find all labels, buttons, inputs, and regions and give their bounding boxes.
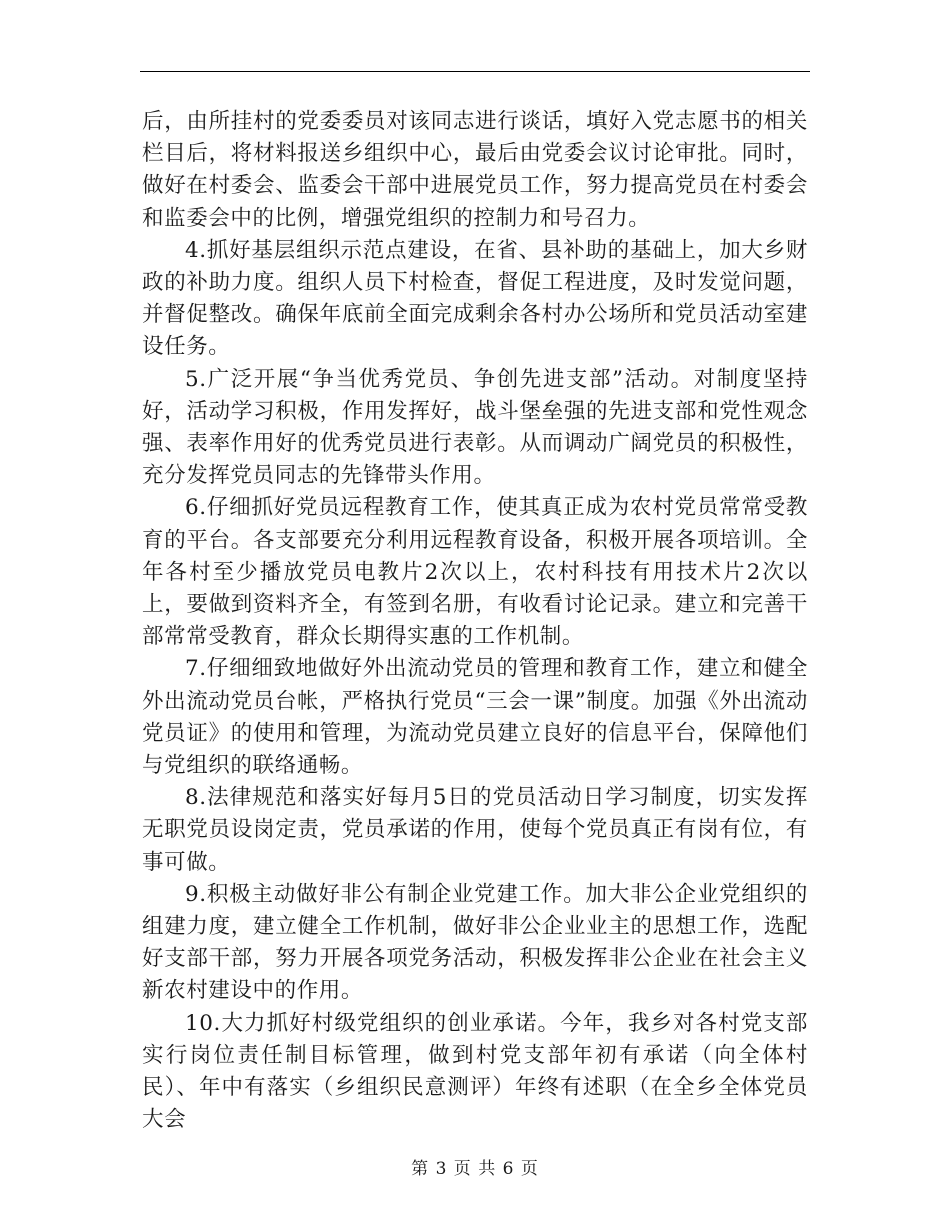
header-rule (140, 71, 810, 72)
paragraph-item-9: 9.积极主动做好非公有制企业党建工作。加大非公企业党组织的组建力度，建立健全工作机制，做好非公企业业主的思想工作，选配好支部干部，努力开展各项党务活动，积极发挥非公企业在社会主义新农村建设中的作用。 (142, 881, 808, 1004)
paragraph-item-5: 5.广泛开展“争当优秀党员、争创先进支部”活动。对制度坚持好，活动学习积极，作用发挥好，战斗堡垒强的先进支部和党性观念强、表率作用好的优秀党员进行表彰。从而调动广阔党员的积极性，充分发挥党员同志的先锋带头作用。 (142, 366, 808, 489)
page-number-footer: 第 3 页 共 6 页 (411, 1159, 539, 1179)
paragraph-item-7: 7.仔细细致地做好外出流动党员的管理和教育工作，建立和健全外出流动党员台帐，严格执行党员“三会一课”制度。加强《外出流动党员证》的使用和管理，为流动党员建立良好的信息平台，保障他们与党组织的联络通畅。 (142, 656, 808, 779)
paragraph-item-8: 8.法律规范和落实好每月5日的党员活动日学习制度，切实发挥无职党员设岗定责，党员承诺的作用，使每个党员真正有岗有位，有事可做。 (142, 785, 808, 875)
paragraph-item-10: 10.大力抓好村级党组织的创业承诺。今年，我乡对各村党支部实行岗位责任制目标管理，做到村党支部年初有承诺（向全体村民）、年中有落实（乡组织民意测评）年终有述职（在全乡全体党员大会 (142, 1010, 808, 1133)
paragraph-item-4: 4.抓好基层组织示范点建设，在省、县补助的基础上，加大乡财政的补助力度。组织人员下村检查，督促工程进度，及时发觉问题，并督促整改。确保年底前全面完成剩余各村办公场所和党员活动室建设任务。 (142, 237, 808, 360)
paragraph-item-6: 6.仔细抓好党员远程教育工作，使其真正成为农村党员常常受教育的平台。各支部要充分利用远程教育设备，积极开展各项培训。全年各村至少播放党员电教片2次以上，农村科技有用技术片2次以上，要做到资料齐全，有签到名册，有收看讨论记录。建立和完善干部常常受教育，群众长期得实惠的工作机制。 (142, 495, 808, 650)
document-body (142, 106, 808, 1137)
paragraph-continuation: 后，由所挂村的党委委员对该同志进行谈话，填好入党志愿书的相关栏目后，将材料报送乡组织中心，最后由党委会议讨论审批。同时，做好在村委会、监委会干部中进展党员工作，努力提高党员在村委会和监委会中的比例，增强党组织的控制力和号召力。 (142, 109, 808, 231)
